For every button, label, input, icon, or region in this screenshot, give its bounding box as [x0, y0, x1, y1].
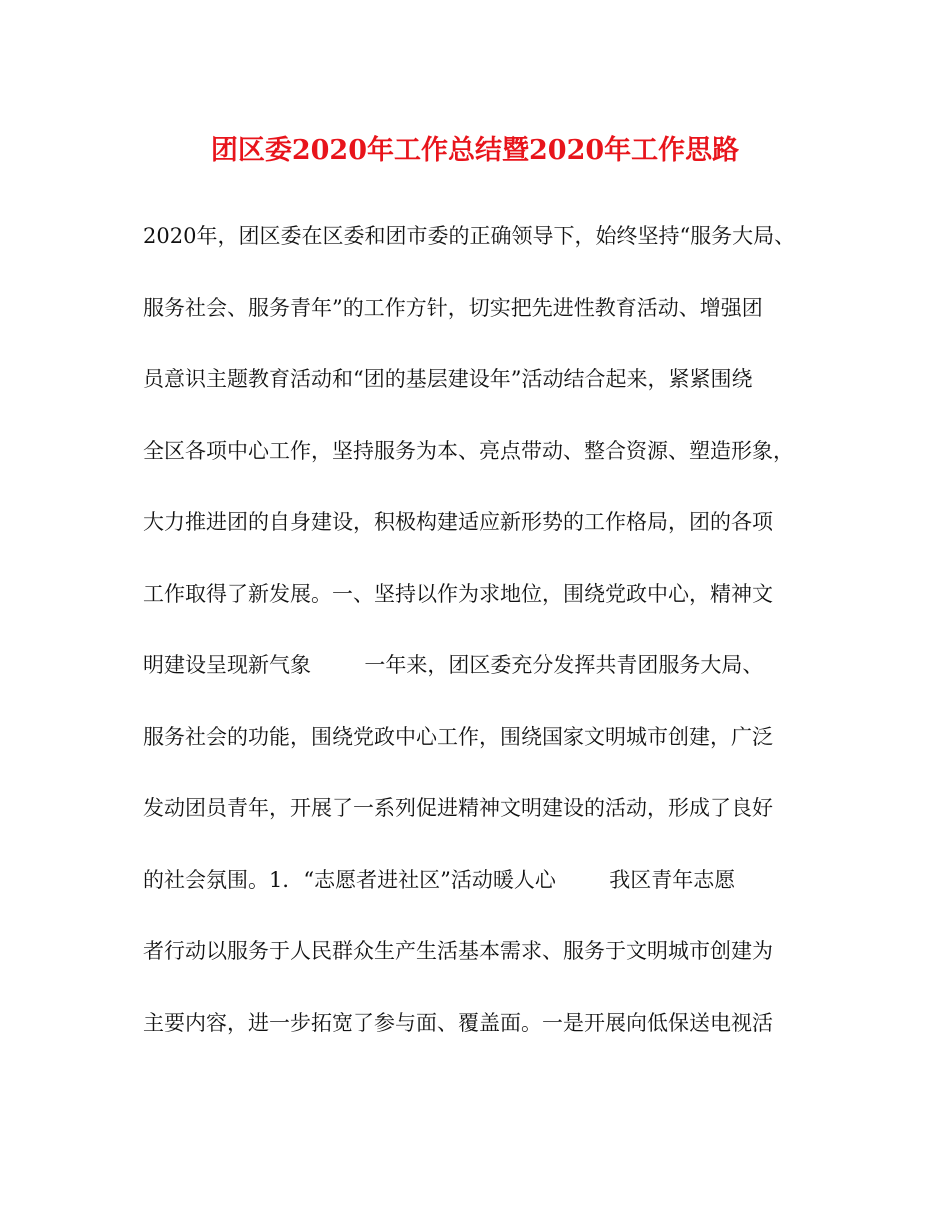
body-line: 明建设呈现新气象 一年来，团区委充分发挥共青团服务大局、	[143, 653, 764, 677]
body-line: 的社会氛围。1．“志愿者进社区”活动暖人心 我区青年志愿	[143, 867, 736, 892]
body-line: 大力推进团的自身建设，积极构建适应新形势的工作格局，团的各项	[143, 510, 773, 534]
body-line: 服务社会的功能，围绕党政中心工作，围绕国家文明城市创建，广泛	[143, 724, 773, 749]
body-line: 主要内容，进一步拓宽了参与面、覆盖面。一是开展向低保送电视活	[143, 1010, 773, 1035]
body-line: 发动团员青年，开展了一系列促进精神文明建设的活动，形成了良好	[143, 796, 773, 820]
body-line: 全区各项中心工作，坚持服务为本、亮点带动、整合资源、塑造形象，	[143, 438, 794, 463]
body-line: 服务社会、服务青年”的工作方针，切实把先进性教育活动、增强团	[143, 295, 763, 320]
document-body	[143, 216, 823, 1074]
document-title: 团区委2020年工作总结暨2020年工作思路	[210, 135, 740, 166]
body-line: 工作取得了新发展。一、坚持以作为求地位，围绕党政中心，精神文	[143, 581, 773, 606]
body-line: 者行动以服务于人民群众生产生活基本需求、服务于文明城市创建为	[143, 939, 773, 963]
body-line: 员意识主题教育活动和“团的基层建设年”活动结合起来，紧紧围绕	[143, 367, 753, 391]
body-line: 2020年，团区委在区委和团市委的正确领导下，始终坚持“服务大局、	[143, 224, 796, 248]
